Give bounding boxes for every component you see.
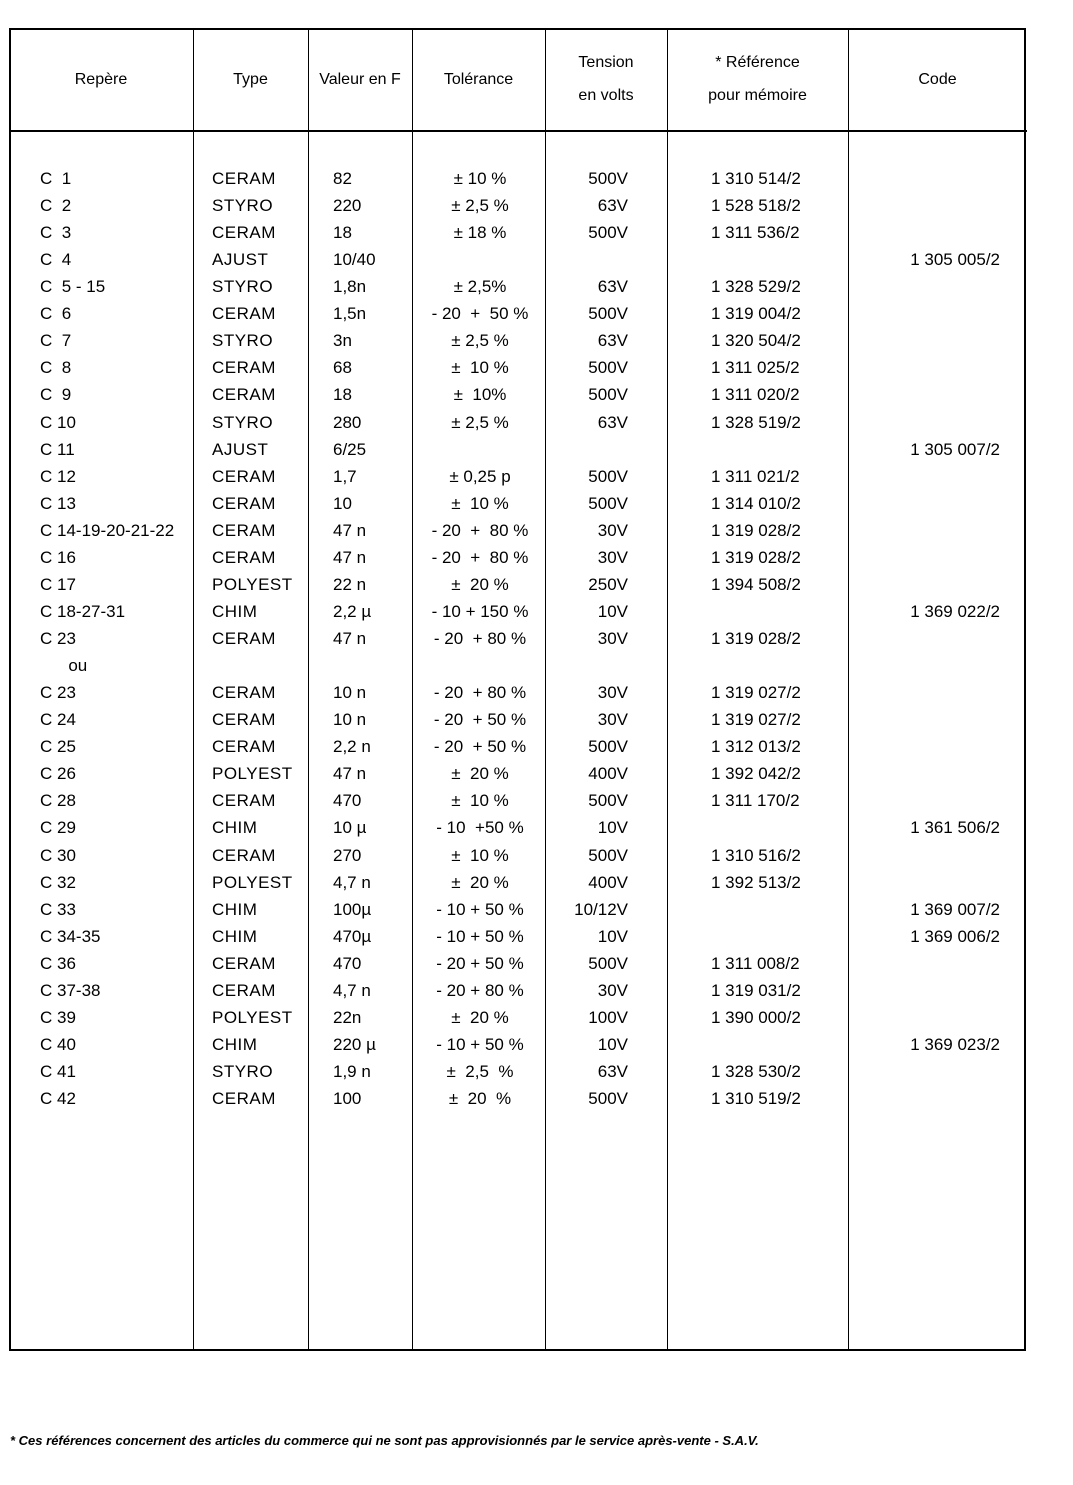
cell-repere: C 11	[40, 439, 75, 459]
cell-reference: 1 311 020/2	[711, 385, 800, 405]
cell-reference: 1 311 536/2	[711, 223, 800, 243]
table-row	[0, 304, 1073, 331]
cell-tension: 30V	[597, 520, 628, 540]
cell-valeur: 1,5n	[333, 304, 367, 324]
table-row	[0, 873, 1073, 900]
cell-tolerance: - 20 + 50 %	[433, 710, 527, 730]
cell-valeur: 82	[333, 169, 352, 188]
cell-repere: C 41	[40, 1061, 76, 1081]
table-row	[0, 277, 1073, 304]
cell-type: CHIM	[212, 1034, 258, 1054]
cell-tolerance: - 20 + 50 %	[436, 953, 524, 973]
cell-valeur: 10 n	[333, 710, 367, 730]
cell-reference: 1 528 518/2	[711, 196, 801, 216]
table-row	[0, 467, 1073, 494]
cell-type: CERAM	[212, 953, 276, 973]
cell-repere: C 18-27-31	[40, 601, 126, 621]
cell-reference: 1 310 514/2	[711, 169, 801, 188]
cell-type: STYRO	[212, 331, 274, 351]
table-row	[0, 575, 1073, 602]
header-code: Code	[918, 70, 957, 88]
header-tension-line1: Tension	[578, 54, 634, 71]
table-row	[0, 494, 1073, 521]
cell-valeur: 3n	[333, 331, 352, 351]
cell-reference: 1 312 013/2	[711, 737, 801, 757]
cell-repere: C 42	[40, 1089, 76, 1109]
cell-valeur: 4,7 n	[333, 872, 371, 892]
cell-repere: C 37-38	[40, 980, 101, 1000]
cell-tension: 500V	[588, 791, 628, 811]
cell-type: CERAM	[212, 683, 276, 703]
cell-tolerance: ± 20 %	[448, 1089, 512, 1109]
cell-valeur: 10	[333, 493, 352, 513]
cell-repere: C 32	[40, 872, 76, 892]
cell-valeur: 47 n	[333, 629, 367, 649]
cell-tension: 250V	[588, 574, 628, 594]
cell-type: CERAM	[212, 845, 276, 865]
cell-tolerance: ± 20 %	[451, 872, 509, 892]
cell-tension: 63V	[597, 277, 628, 297]
cell-type: CERAM	[212, 385, 276, 405]
cell-tolerance: - 20 + 80 %	[433, 683, 527, 703]
cell-repere: C 1	[40, 169, 72, 188]
cell-reference: 1 328 519/2	[711, 412, 801, 432]
cell-type: CERAM	[212, 169, 276, 188]
cell-tolerance: ± 10%	[453, 385, 507, 405]
table-row	[0, 331, 1073, 358]
cell-valeur: 470	[333, 953, 362, 973]
cell-valeur: 47 n	[333, 764, 367, 784]
cell-repere: C 16	[40, 547, 76, 567]
cell-repere: C 14-19-20-21-22	[40, 520, 175, 540]
cell-type: CERAM	[212, 629, 276, 649]
header-tension-line2: en volts	[578, 87, 634, 104]
cell-code: 1 369 006/2	[910, 926, 1000, 946]
cell-tolerance: - 20 + 80 %	[431, 547, 529, 567]
cell-valeur: 47 n	[333, 547, 367, 567]
cell-repere: C 10	[40, 412, 76, 432]
cell-reference: 1 314 010/2	[711, 493, 801, 513]
header-reference-line2: pour mémoire	[708, 87, 807, 104]
cell-valeur: 68	[333, 358, 352, 378]
cell-tolerance: - 20 + 80 %	[433, 629, 527, 649]
cell-tension: 30V	[597, 980, 628, 1000]
cell-type: CERAM	[212, 710, 276, 730]
cell-valeur: 100	[333, 1089, 362, 1109]
cell-repere: C 40	[40, 1034, 76, 1054]
cell-type: CERAM	[212, 493, 276, 513]
cell-repere: C 3	[40, 223, 72, 243]
cell-tolerance: ± 10 %	[451, 358, 509, 378]
table-row	[0, 602, 1073, 629]
cell-tolerance: ± 10 %	[451, 791, 509, 811]
cell-reference: 1 319 028/2	[711, 629, 801, 649]
cell-type: POLYEST	[212, 574, 293, 594]
cell-tension: 10/12V	[574, 899, 628, 919]
cell-reference: 1 311 021/2	[711, 466, 800, 486]
cell-repere: C 28	[40, 791, 76, 811]
cell-type: CHIM	[212, 818, 258, 838]
cell-tolerance: ± 2,5 %	[451, 196, 509, 216]
cell-repere: C 6	[40, 304, 72, 324]
cell-valeur: 4,7 n	[333, 980, 371, 1000]
cell-repere: C 2	[40, 196, 72, 216]
cell-repere: C 12	[40, 466, 76, 486]
cell-repere: C 26	[40, 764, 76, 784]
cell-code: 1 305 005/2	[910, 250, 1000, 270]
cell-tolerance: - 10 +50 %	[436, 818, 524, 838]
cell-valeur: 10 µ	[333, 818, 367, 838]
cell-tolerance: ± 10 %	[451, 845, 509, 865]
cell-tolerance: ± 10 %	[453, 169, 507, 188]
cell-reference: 1 392 513/2	[711, 872, 801, 892]
table-row	[0, 710, 1073, 737]
cell-repere: C 25	[40, 737, 76, 757]
cell-type: AJUST	[212, 439, 269, 459]
cell-type: CERAM	[212, 520, 276, 540]
cell-repere: C 13	[40, 493, 76, 513]
cell-type: AJUST	[212, 250, 269, 270]
cell-tolerance: ± 20 %	[451, 574, 509, 594]
cell-tension: 400V	[588, 764, 628, 784]
cell-repere: C 24	[40, 710, 76, 730]
header-reference-line1: * Référence	[715, 54, 800, 71]
cell-valeur: 1,7	[333, 466, 357, 486]
cell-tension: 500V	[588, 169, 628, 188]
cell-type: POLYEST	[212, 1007, 293, 1027]
table-row	[0, 900, 1073, 927]
cell-repere: C 39	[40, 1007, 76, 1027]
cell-tolerance: ± 20 %	[451, 764, 509, 784]
cell-tolerance: ± 2,5 %	[451, 412, 509, 432]
cell-tension: 100V	[588, 1007, 628, 1027]
cell-tolerance: ± 2,5 %	[446, 1061, 514, 1081]
cell-type: CHIM	[212, 926, 258, 946]
cell-valeur: 470	[333, 791, 362, 811]
cell-tension: 63V	[597, 1061, 628, 1081]
cell-tolerance: - 10 + 50 %	[436, 899, 524, 919]
table-row	[0, 791, 1073, 818]
cell-tolerance: ± 18 %	[453, 223, 507, 243]
cell-valeur: 2,2 n	[333, 737, 371, 757]
cell-reference: 1 328 530/2	[711, 1061, 801, 1081]
cell-valeur: 470µ	[333, 926, 372, 946]
header-valeur: Valeur en F	[319, 70, 401, 88]
cell-repere: C 36	[40, 953, 76, 973]
table-row	[0, 385, 1073, 412]
cell-reference: 1 390 000/2	[711, 1007, 801, 1027]
cell-tension: 500V	[588, 845, 628, 865]
cell-tension: 63V	[597, 331, 628, 351]
cell-valeur: 220	[333, 196, 362, 216]
cell-tension: 30V	[597, 629, 628, 649]
cell-type: CERAM	[212, 223, 276, 243]
cell-type: CERAM	[212, 304, 276, 324]
cell-tension: 30V	[597, 547, 628, 567]
cell-type: CERAM	[212, 547, 276, 567]
cell-repere: ou	[40, 656, 88, 676]
cell-valeur: 6/25	[333, 439, 367, 459]
cell-tension: 500V	[588, 466, 628, 486]
cell-valeur: 22 n	[333, 574, 367, 594]
table-row	[0, 358, 1073, 385]
cell-tension: 500V	[588, 737, 628, 757]
cell-reference: 1 310 516/2	[711, 845, 801, 865]
cell-tension: 500V	[588, 223, 628, 243]
cell-tolerance: - 20 + 50 %	[433, 737, 527, 757]
cell-tolerance: ± 2,5%	[453, 277, 507, 297]
cell-type: CERAM	[212, 1089, 276, 1109]
cell-tolerance: ± 10 %	[451, 493, 509, 513]
table-row	[0, 250, 1073, 277]
cell-reference: 1 319 027/2	[711, 683, 801, 703]
cell-type: CERAM	[212, 737, 276, 757]
cell-code: 1 369 022/2	[910, 601, 1000, 621]
table-row	[0, 548, 1073, 575]
cell-tolerance: - 20 + 80 %	[431, 520, 529, 540]
cell-repere: C 23	[40, 629, 76, 649]
cell-type: CERAM	[212, 791, 276, 811]
cell-tolerance: ± 0,25 p	[449, 466, 511, 486]
table-row	[0, 683, 1073, 710]
cell-tension: 500V	[588, 385, 628, 405]
table-row	[0, 927, 1073, 954]
cell-valeur: 1,9 n	[333, 1061, 371, 1081]
table-row	[0, 846, 1073, 873]
cell-tolerance: - 10 + 150 %	[431, 601, 529, 621]
cell-reference: 1 328 529/2	[711, 277, 801, 297]
table-row	[0, 1008, 1073, 1035]
cell-tension: 63V	[597, 196, 628, 216]
cell-tension: 400V	[588, 872, 628, 892]
cell-code: 1 369 007/2	[910, 899, 1000, 919]
cell-reference: 1 319 031/2	[711, 980, 801, 1000]
cell-reference: 1 319 004/2	[711, 304, 801, 324]
cell-tolerance: - 10 + 50 %	[436, 926, 524, 946]
table-row	[0, 1089, 1073, 1116]
cell-repere: C 4	[40, 250, 72, 270]
cell-tension: 10V	[597, 926, 628, 946]
table-row	[0, 981, 1073, 1008]
table-row	[0, 196, 1073, 223]
cell-valeur: 1,8n	[333, 277, 367, 297]
cell-tension: 10V	[597, 1034, 628, 1054]
cell-reference: 1 319 028/2	[711, 520, 801, 540]
cell-valeur: 18	[333, 223, 352, 243]
header-tension	[545, 28, 667, 130]
cell-valeur: 2,2 µ	[333, 601, 372, 621]
cell-repere: C 9	[40, 385, 72, 405]
cell-type: CERAM	[212, 466, 276, 486]
cell-valeur: 270	[333, 845, 362, 865]
table-row	[0, 737, 1073, 764]
cell-type: STYRO	[212, 1061, 274, 1081]
cell-type: POLYEST	[212, 764, 293, 784]
cell-tension: 500V	[588, 358, 628, 378]
cell-repere: C 29	[40, 818, 76, 838]
cell-reference: 1 394 508/2	[711, 574, 801, 594]
cell-tolerance: - 20 + 50 %	[431, 304, 529, 324]
cell-repere: C 7	[40, 331, 72, 351]
cell-reference: 1 319 028/2	[711, 547, 801, 567]
cell-tension: 500V	[588, 1089, 628, 1109]
cell-repere: C 34-35	[40, 926, 101, 946]
table-row	[0, 169, 1073, 196]
cell-repere: C 23	[40, 683, 76, 703]
cell-valeur: 47 n	[333, 520, 367, 540]
cell-code: 1 361 506/2	[910, 818, 1000, 838]
cell-tension: 10V	[597, 818, 628, 838]
table-row	[0, 1035, 1073, 1062]
cell-tolerance: - 20 + 80 %	[436, 980, 524, 1000]
table-row	[0, 440, 1073, 467]
cell-type: STYRO	[212, 412, 274, 432]
cell-valeur: 10/40	[333, 250, 376, 270]
cell-reference: 1 310 519/2	[711, 1089, 801, 1109]
cell-tension: 500V	[588, 953, 628, 973]
table-row	[0, 818, 1073, 845]
table-row	[0, 1062, 1073, 1089]
cell-reference: 1 311 170/2	[711, 791, 800, 811]
cell-valeur: 220 µ	[333, 1034, 376, 1054]
cell-reference: 1 320 504/2	[711, 331, 801, 351]
cell-valeur: 18	[333, 385, 352, 405]
cell-tolerance: - 10 + 50 %	[436, 1034, 524, 1054]
cell-tension: 30V	[597, 710, 628, 730]
cell-repere: C 33	[40, 899, 76, 919]
header-divider	[9, 130, 1027, 132]
cell-reference: 1 319 027/2	[711, 710, 801, 730]
cell-type: CERAM	[212, 358, 276, 378]
cell-tolerance: ± 20 %	[451, 1007, 509, 1027]
cell-type: POLYEST	[212, 872, 293, 892]
table-row	[0, 521, 1073, 548]
table-row	[0, 413, 1073, 440]
header-type: Type	[233, 70, 268, 88]
footnote: * Ces références concernent des articles du commerce qui ne sont pas approvisionnés par le service après-vente - S.A.V.	[10, 1433, 759, 1448]
cell-type: CERAM	[212, 980, 276, 1000]
cell-valeur: 22n	[333, 1007, 362, 1027]
cell-tension: 500V	[588, 304, 628, 324]
header-reference	[667, 28, 848, 130]
cell-repere: C 5 - 15	[40, 277, 106, 297]
cell-repere: C 30	[40, 845, 76, 865]
table-row	[0, 629, 1073, 656]
cell-type: STYRO	[212, 196, 274, 216]
cell-code: 1 305 007/2	[910, 439, 1000, 459]
cell-tolerance: ± 2,5 %	[451, 331, 509, 351]
table-row	[0, 764, 1073, 791]
header-tolerance: Tolérance	[443, 70, 514, 88]
cell-reference: 1 311 025/2	[711, 358, 800, 378]
cell-tension: 63V	[597, 412, 628, 432]
cell-valeur: 280	[333, 412, 362, 432]
cell-reference: 1 311 008/2	[711, 953, 800, 973]
cell-type: CHIM	[212, 899, 258, 919]
cell-valeur: 10 n	[333, 683, 367, 703]
cell-valeur: 100µ	[333, 899, 372, 919]
cell-tension: 30V	[597, 683, 628, 703]
cell-repere: C 8	[40, 358, 72, 378]
table-row	[0, 954, 1073, 981]
cell-type: CHIM	[212, 601, 258, 621]
cell-code: 1 369 023/2	[910, 1034, 1000, 1054]
cell-reference: 1 392 042/2	[711, 764, 801, 784]
cell-tension: 500V	[588, 493, 628, 513]
cell-repere: C 17	[40, 574, 76, 594]
table-row	[0, 223, 1073, 250]
cell-type: STYRO	[212, 277, 274, 297]
cell-tension: 10V	[597, 601, 628, 621]
header-repere: Repère	[74, 70, 128, 88]
table-row	[0, 656, 1073, 683]
